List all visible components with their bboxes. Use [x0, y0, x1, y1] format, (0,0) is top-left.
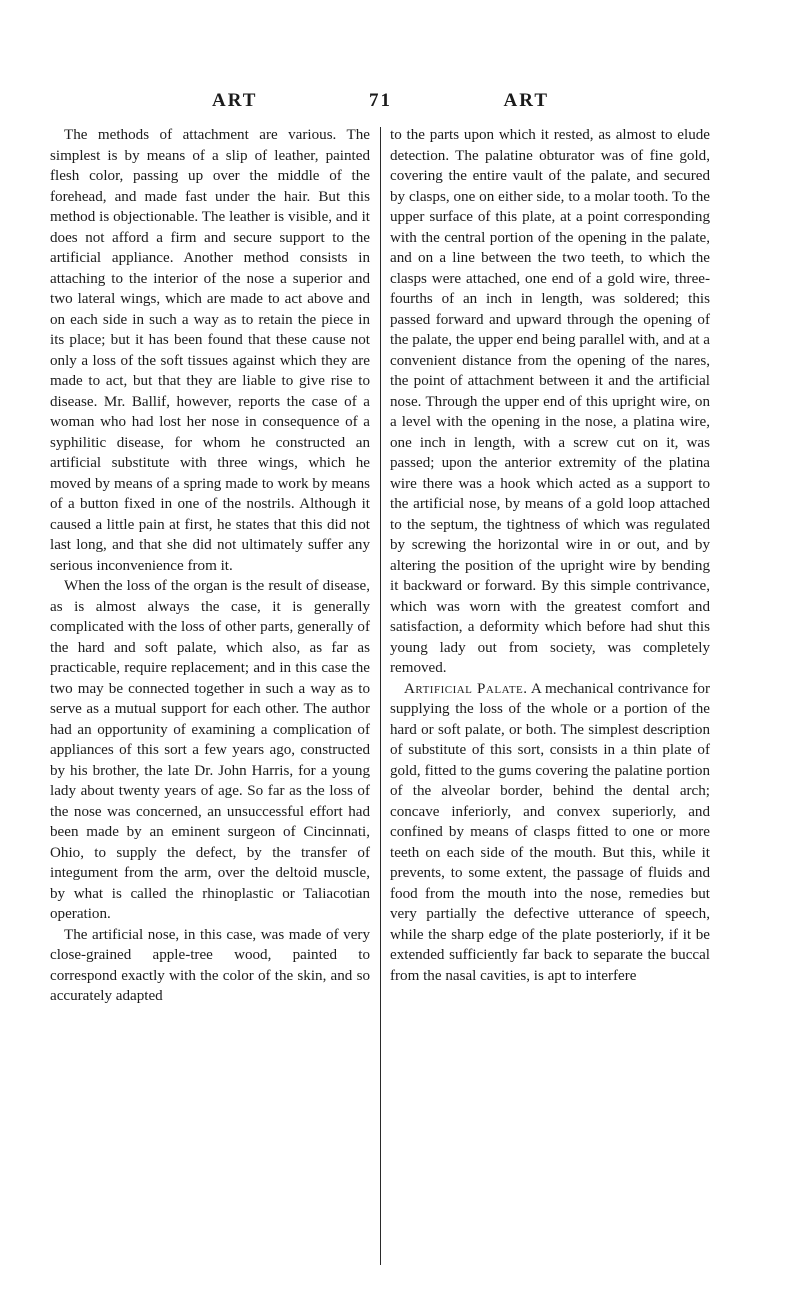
entry-heading: Artificial Palate.	[404, 680, 528, 697]
header-right: ART	[503, 90, 549, 111]
paragraph: The methods of attachment are various. The simplest is by means of a slip of leather, painted flesh color, passing up over the middle of the forehead, and made fast under the hair. But this method is objectionable. The leather is visible, and it does not afford a firm and secure support to the artificial appliance. Another method consists in attaching to the interior of the nose a superior and two lateral wings, which are made to act above and on each side in such a way as to retain the piece in its place; but it has been found that these cause not only a loss of the soft tissues against which they are made to act, but that they are liable to give rise to disease. Mr. Ballif, however, reports the case of a woman who had lost her nose in consequence of a syphilitic disease, for whom he constructed an artificial substitute with three wings, which he moved by means of a spring made to work by means of a button fixed in one of the nostrils. Although it caused a little pain at first, he states that this did not last long, and that she did not ultimately suffer any serious inconvenience from it.	[50, 127, 370, 574]
column-divider	[380, 127, 381, 1265]
left-column	[50, 125, 370, 1007]
paragraph: to the parts upon which it rested, as almost to elude detection. The palatine obturator was of fine gold, covering the entire vault of the palate, and secured by clasps, one on either side, to a molar tooth. To the upper surface of this plate, at a point corresponding with the central portion of the opening in the palate, and on a line between the two teeth, to which the clasps were attached, one end of a gold wire, three-fourths of an inch in length, was soldered; this passed forward and upward through the opening of the palate, the upper end being parallel with, and at a convenient distance from the opening of the nares, the point of attachment between it and the artificial nose. Through the upper end of this upright wire, on a level with the opening in the nose, a platina wire, one inch in length, with a screw cut on it, was passed; upon the anterior extremity of the platina wire there was a hook which acted as a support to the artificial nose, by means of a gold loop attached to the septum, the tightness of which was regulated by screwing the horizontal wire in or out, and by altering the position of the upright wire by bending it backward or forward. By this simple contrivance, which was worn with the greatest comfort and satisfaction, a deformity which before had shut this young lady out from society, was completely removed.	[390, 127, 710, 676]
page-number: 71	[369, 90, 392, 111]
entry-body: A mechanical contrivance for supplying the loss of the whole or a portion of the hard or soft palate, or both. The simplest description of substitute of this sort, consists in a thin plate of gold, fitted to the gums covering the palatine portion of the alveolar border, behind the dental arch; concave inferiorly, and convex superiorly, and confined by means of clasps fitted to one or more teeth on each side of the mouth. But this, while it prevents, to some extent, the passage of fluids and food from the mouth into the nose, remedies but very partially the defective utterance of speech, while the sharp edge of the plate posteriorly, if it be extended sufficiently far back to separate the buccal from the nasal cavities, is apt to interfere	[390, 680, 710, 984]
right-column	[390, 125, 710, 986]
running-header	[212, 90, 549, 112]
paragraph	[390, 679, 710, 987]
paragraph: When the loss of the organ is the result of disease, as is almost always the case, it is generally complicated with the loss of other parts, generally of the hard and soft palate, which also, as far as practicable, require replacement; and in this case the two may be connected together in such a way as to serve as a mutual support for each other. The author had an opportunity of examining a complication of appliances of this sort a few years ago, constructed by his brother, the late Dr. John Harris, for a young lady about twenty years of age. So far as the loss of the nose was concerned, an unsuccessful effort had been made by an eminent surgeon of Cincinnati, Ohio, to supply the defect, by the transfer of integument from the arm, over the deltoid muscle, by what is called the rhinoplastic or Taliacotian operation.	[50, 578, 370, 922]
header-left: ART	[212, 90, 258, 111]
paragraph: The artificial nose, in this case, was made of very close-grained apple-tree wood, painted to correspond exactly with the color of the skin, and so accurately adapted	[50, 926, 370, 1004]
